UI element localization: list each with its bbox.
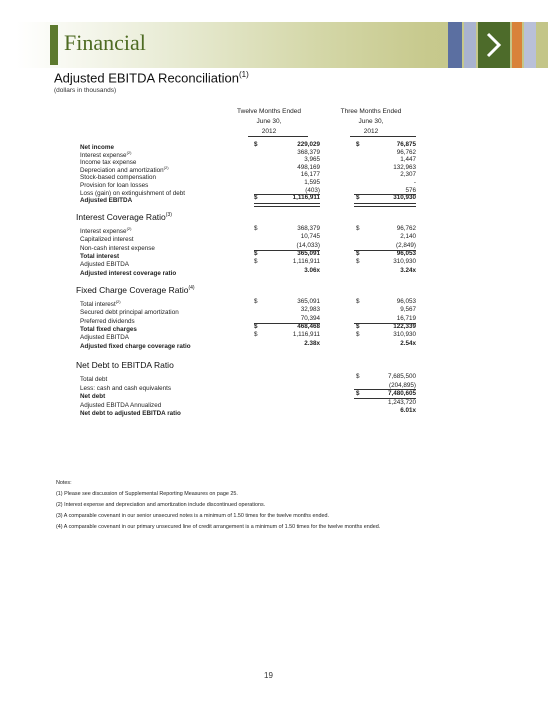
- row-label-text: Adjusted EBITDA: [80, 261, 129, 269]
- row-label-text: Adjusted fixed charge coverage ratio: [80, 342, 191, 350]
- note-item: (1) Please see discussion of Supplemental Reporting Measures on page 25.: [56, 491, 238, 497]
- value-three-months: 310,930: [393, 331, 416, 339]
- row-label-text: Provision for loan losses: [80, 182, 149, 190]
- value-twelve-months: 1,116,911: [292, 194, 320, 202]
- page-section-title: Financial: [64, 30, 146, 55]
- value-three-months: 132,963: [393, 163, 416, 171]
- currency-symbol: $: [356, 298, 360, 305]
- value-three-months: 7,685,500: [387, 373, 416, 380]
- row-label-text: Adjusted EBITDA Annualized: [80, 401, 162, 409]
- banner-block-lightblue: [464, 22, 476, 68]
- subtotal-rule: [254, 250, 320, 251]
- chevron-right-icon: [484, 32, 504, 58]
- notes-title: Notes:: [56, 480, 72, 486]
- value-twelve-months: 229,029: [297, 141, 320, 148]
- subtotal-rule: [354, 250, 416, 251]
- value-three-months: 1,243,720: [387, 398, 416, 406]
- currency-symbol: $: [254, 194, 258, 202]
- section-title-text: Interest Coverage Ratio: [76, 212, 166, 222]
- value-twelve-months: 2.38x: [304, 339, 320, 347]
- subtotal-rule: [254, 323, 320, 324]
- row-label-text: Total debt: [80, 376, 108, 384]
- value-three-months: 6.01x: [400, 407, 416, 415]
- currency-symbol: $: [254, 141, 258, 148]
- currency-symbol: $: [356, 249, 360, 257]
- value-three-months: 122,339: [393, 322, 416, 330]
- section-title-net-debt: Net Debt to EBITDA Ratio: [76, 360, 174, 370]
- report-heading-footnote: (1): [238, 70, 249, 79]
- row-label-text: Net debt to adjusted EBITDA ratio: [80, 410, 181, 418]
- row-label-text: Non-cash interest expense: [80, 244, 155, 252]
- row-label-text: Preferred dividends: [80, 317, 135, 325]
- value-twelve-months: (403): [305, 186, 320, 194]
- value-twelve-months: 3,965: [304, 156, 320, 164]
- currency-symbol: $: [254, 225, 258, 232]
- row-label-text: Interest expense: [80, 151, 127, 159]
- value-three-months: (204,895): [389, 381, 416, 389]
- value-twelve-months: 365,091: [297, 249, 320, 257]
- notes-section: [56, 480, 496, 535]
- currency-symbol: $: [356, 194, 360, 202]
- row-label-text: Adjusted EBITDA: [80, 334, 129, 342]
- units-caption: (dollars in thousands): [54, 87, 117, 94]
- value-three-months: -: [413, 179, 416, 186]
- table-row: [80, 298, 416, 309]
- row-label-text: Income tax expense: [80, 159, 137, 167]
- currency-symbol: $: [356, 373, 360, 380]
- value-three-months: 7,480,605: [387, 390, 416, 398]
- currency-symbol: $: [356, 258, 360, 266]
- row-label-text: Depreciation and amortization: [80, 166, 164, 174]
- note-item: (2) Interest expense and depreciation and amortization include discontinued operations.: [56, 502, 266, 508]
- value-twelve-months: 3.06x: [304, 266, 320, 274]
- value-twelve-months: 368,379: [297, 225, 320, 232]
- row-label-text: Loss (gain) on extinguishment of debt: [80, 189, 186, 197]
- banner-block-blue: [448, 22, 462, 68]
- table-row: [80, 258, 416, 269]
- table-row: [80, 233, 416, 244]
- value-three-months: (2,849): [396, 241, 416, 249]
- currency-symbol: $: [254, 322, 258, 330]
- currency-symbol: $: [356, 225, 360, 232]
- currency-symbol: $: [356, 390, 360, 398]
- table-row: [80, 315, 416, 323]
- value-twelve-months: 468,468: [297, 322, 320, 330]
- column-rule: [350, 136, 416, 137]
- currency-symbol: $: [254, 331, 258, 339]
- value-three-months: 2,307: [400, 171, 416, 179]
- column-header-twelve-months: [226, 107, 312, 137]
- banner-accent-bar: [50, 25, 58, 65]
- value-twelve-months: 365,091: [297, 298, 320, 305]
- subtotal-rule: [354, 194, 416, 195]
- row-footnote: (2): [126, 149, 132, 155]
- page-number: 19: [264, 671, 273, 680]
- table-row: [80, 373, 416, 384]
- row-label-text: Adjusted interest coverage ratio: [80, 269, 177, 277]
- column-header-line: Three Months Ended: [340, 108, 402, 115]
- value-twelve-months: 16,177: [300, 171, 320, 179]
- row-label-text: Adjusted EBITDA: [80, 197, 133, 205]
- row-label-text: Total interest: [80, 252, 120, 260]
- column-header-three-months: [328, 107, 414, 137]
- value-twelve-months: 1,116,911: [292, 331, 320, 339]
- value-three-months: 9,567: [400, 306, 416, 314]
- table-row: [80, 250, 416, 258]
- column-header-line: June 30,: [256, 118, 282, 125]
- row-label-text: Stock-based compensation: [80, 174, 156, 182]
- row-label: [80, 340, 191, 351]
- table-row: [80, 399, 416, 407]
- value-twelve-months: 498,169: [297, 163, 320, 171]
- row-label: [80, 267, 176, 278]
- currency-symbol: $: [356, 141, 360, 148]
- value-three-months: 96,053: [396, 249, 416, 257]
- table-row: [80, 306, 416, 317]
- table-row: [80, 340, 416, 348]
- column-header-line: June 30,: [358, 118, 384, 125]
- table-row: [80, 407, 416, 418]
- section-title-fixed-charge: [76, 285, 195, 295]
- subtotal-rule: [354, 323, 416, 324]
- value-twelve-months: 1,116,911: [292, 258, 320, 266]
- total-double-rule: [254, 203, 320, 207]
- section-title-interest-coverage: [76, 212, 172, 222]
- note-item: (3) A comparable covenant in our senior unsecured notes is a minimum of 1.50 times for the twelve months ended.: [56, 513, 329, 519]
- row-label-text: Net income: [80, 144, 114, 152]
- row-label-text: Total fixed charges: [80, 325, 137, 333]
- row-label-text: Less: cash and cash equivalents: [80, 384, 172, 392]
- value-twelve-months: 10,745: [300, 233, 320, 241]
- row-footnote: (2): [115, 299, 121, 304]
- table-row: [80, 225, 416, 236]
- table-row: [80, 242, 416, 250]
- table-row: [80, 390, 416, 401]
- value-three-months: 2.54x: [400, 339, 416, 347]
- banner-block-paleblue: [524, 22, 536, 68]
- column-header-line: 2012: [261, 128, 277, 135]
- value-twelve-months: 32,983: [300, 306, 320, 314]
- column-rule: [248, 136, 308, 137]
- row-footnote: (2): [163, 164, 169, 170]
- currency-symbol: $: [356, 322, 360, 330]
- row-label: [80, 194, 132, 205]
- row-label-text: Secured debt principal amortization: [80, 309, 179, 317]
- subtotal-rule: [254, 194, 320, 195]
- value-three-months: 310,930: [393, 194, 416, 202]
- value-three-months: 576: [405, 186, 416, 194]
- report-heading-text: Adjusted EBITDA Reconciliation: [54, 70, 239, 86]
- report-heading: [54, 70, 249, 85]
- currency-symbol: $: [254, 249, 258, 257]
- currency-symbol: $: [254, 258, 258, 266]
- row-footnote: (2): [126, 226, 132, 231]
- section-footnote: (4): [188, 285, 195, 292]
- table-row: [80, 267, 416, 275]
- subtotal-rule: [354, 398, 416, 399]
- value-three-months: 3.24x: [400, 266, 416, 274]
- subtotal-rule: [354, 389, 416, 390]
- value-twelve-months: (14,033): [296, 241, 320, 249]
- row-label-text: Net debt: [80, 393, 106, 401]
- column-header-line: Twelve Months Ended: [237, 108, 301, 115]
- currency-symbol: $: [356, 331, 360, 339]
- row-label-text: Capitalized interest: [80, 236, 134, 244]
- value-twelve-months: 1,595: [304, 179, 320, 186]
- column-header-line: 2012: [363, 128, 379, 135]
- value-three-months: 96,762: [396, 148, 416, 156]
- value-three-months: 1,447: [400, 156, 416, 164]
- note-item: (4) A comparable covenant in our primary unsecured line of credit arrangement is a minimum of 1.50 times for the twelve months ended.: [56, 524, 381, 530]
- value-three-months: 310,930: [393, 258, 416, 266]
- section-title-text: Fixed Charge Coverage Ratio: [76, 285, 189, 295]
- table-row: [80, 194, 416, 205]
- value-twelve-months: 70,394: [300, 314, 320, 322]
- row-label: [80, 407, 181, 418]
- banner-block-orange: [512, 22, 522, 68]
- currency-symbol: $: [254, 298, 258, 305]
- value-three-months: 96,762: [396, 225, 416, 232]
- table-row: [80, 331, 416, 342]
- row-label-text: Interest expense: [80, 228, 127, 236]
- value-three-months: 96,053: [396, 298, 416, 305]
- row-label-text: Total interest: [80, 301, 116, 309]
- table-row: [80, 323, 416, 331]
- total-double-rule: [354, 203, 416, 207]
- value-twelve-months: 368,379: [297, 148, 320, 156]
- value-three-months: 16,719: [396, 314, 416, 322]
- section-footnote: (3): [165, 212, 172, 219]
- value-three-months: 76,875: [396, 141, 416, 148]
- value-three-months: 2,140: [400, 233, 416, 241]
